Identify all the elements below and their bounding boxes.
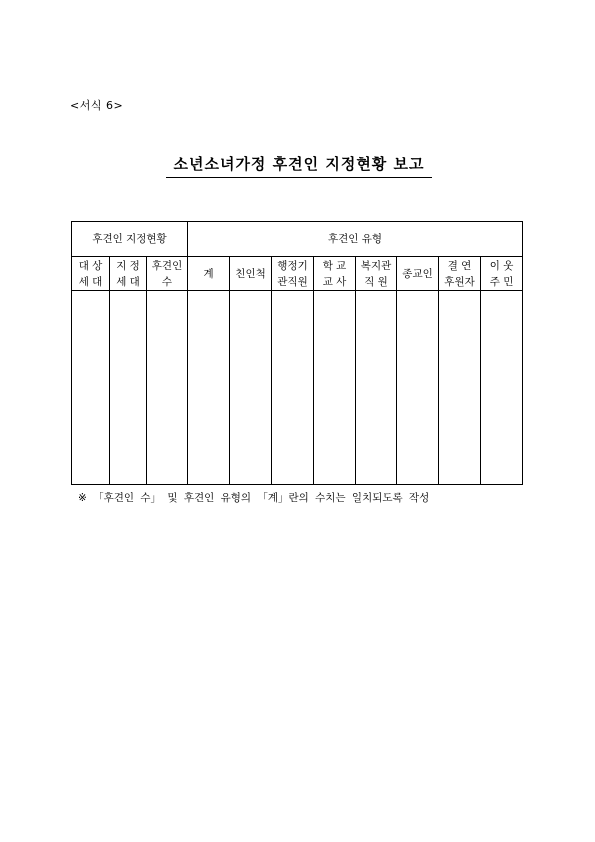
entry-cell-designated-households[interactable]	[110, 291, 147, 485]
entry-cell-school-teachers[interactable]	[314, 291, 356, 485]
footnote: ※ 「후견인 수」 및 후견인 유형의 「계」란의 수치는 일치되도록 작성	[78, 492, 430, 504]
column-header-neighbors: 이 웃 주 민	[481, 257, 523, 291]
column-header-relatives: 친인척	[230, 257, 272, 291]
entry-cell-guardian-count[interactable]	[147, 291, 188, 485]
column-header-school-teachers: 학 교 교 사	[314, 257, 356, 291]
entry-cell-sponsors[interactable]	[439, 291, 481, 485]
column-header-welfare-staff: 복지관 직 원	[356, 257, 397, 291]
column-header-public-officials: 행정기 관직원	[272, 257, 314, 291]
entry-cell-relatives[interactable]	[230, 291, 272, 485]
group-header-row	[72, 222, 523, 257]
entry-cell-welfare-staff[interactable]	[356, 291, 397, 485]
column-header-guardian-count: 후견인 수	[147, 257, 188, 291]
entry-cell-target-households[interactable]	[72, 291, 110, 485]
column-header-total: 계	[188, 257, 230, 291]
data-entry-row	[72, 291, 523, 485]
column-header-designated-households: 지 정 세 대	[110, 257, 147, 291]
document-title: 소년소녀가정 후견인 지정현황 보고	[166, 153, 432, 178]
column-header-religious-persons: 종교인	[397, 257, 439, 291]
column-header-row	[72, 257, 523, 291]
entry-cell-public-officials[interactable]	[272, 291, 314, 485]
entry-cell-religious-persons[interactable]	[397, 291, 439, 485]
group-header-designation-status: 후견인 지정현황	[72, 222, 188, 257]
entry-cell-total[interactable]	[188, 291, 230, 485]
column-header-target-households: 대 상 세 대	[72, 257, 110, 291]
entry-cell-neighbors[interactable]	[481, 291, 523, 485]
column-header-sponsors: 결 연 후원자	[439, 257, 481, 291]
guardian-status-table	[71, 221, 523, 485]
group-header-guardian-type: 후견인 유형	[188, 222, 523, 257]
form-number-label: <서식 6>	[70, 99, 124, 112]
